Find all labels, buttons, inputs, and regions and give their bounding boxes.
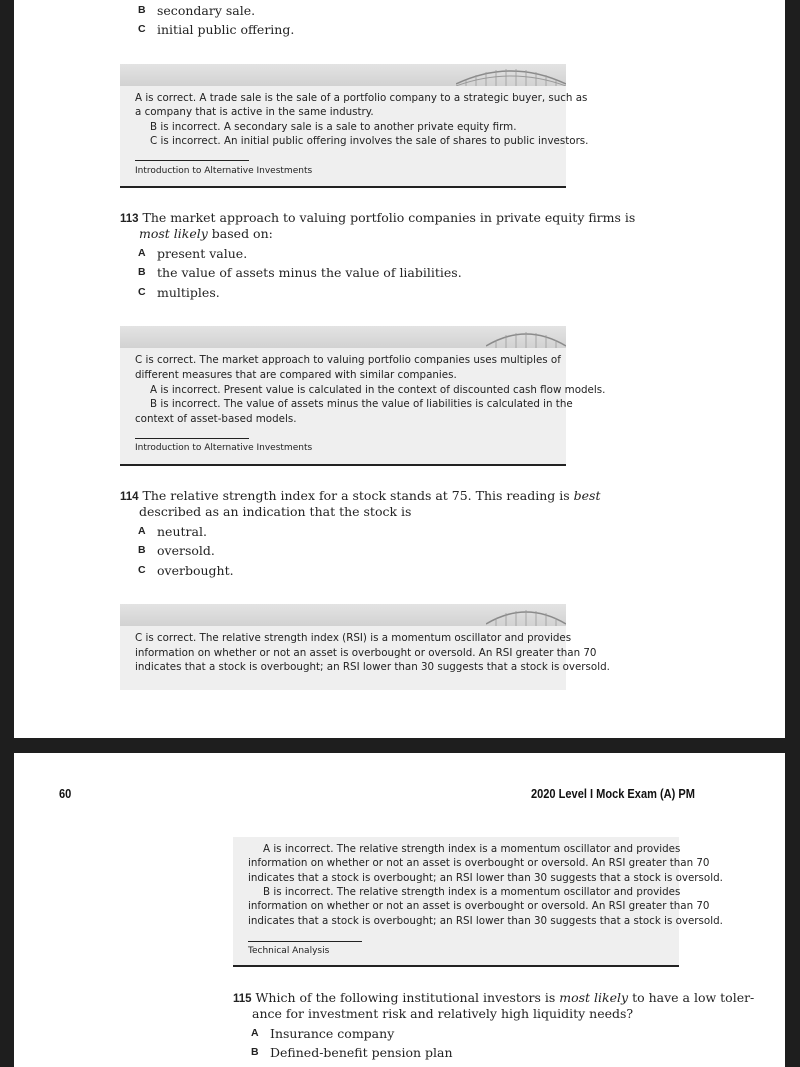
answer-box: [120, 64, 589, 186]
question-text: based on:: [207, 226, 273, 241]
divider: [120, 186, 566, 188]
answer-line: A is correct. A trade sale is the sale of a portfolio company to a strategic buyer, such as: [135, 92, 588, 104]
option-text: Insurance company: [270, 1026, 395, 1041]
option-text: initial public offering.: [157, 22, 295, 37]
question-text: to have a low toler-: [632, 990, 755, 1005]
bridge-icon: [486, 326, 566, 348]
answer-line: indicates that a stock is overbought; an RSI lower than 30 suggests that a stock is oversold.: [248, 915, 723, 927]
question-113: [120, 210, 636, 244]
answer-line: context of asset-based models.: [135, 413, 297, 425]
option-letter: B: [138, 266, 146, 278]
question-text: The relative strength index for a stock stands at 75. This reading is: [142, 488, 570, 503]
question-text: Which of the following institutional investors is: [255, 990, 556, 1005]
answer-line: B is incorrect. The relative strength index is a momentum oscillator and provides: [263, 886, 681, 898]
option-text: the value of assets minus the value of liabilities.: [157, 265, 462, 280]
bridge-icon: [456, 64, 566, 86]
question-number: 114: [120, 491, 139, 503]
exam-page-1: [14, 0, 785, 738]
topic-label: Introduction to Alternative Investments: [135, 443, 313, 453]
answer-line: C is correct. The relative strength index (RSI) is a momentum oscillator and provides: [135, 632, 572, 644]
option-letter: C: [138, 564, 146, 576]
option-text: multiples.: [157, 285, 220, 300]
answer-line: indicates that a stock is overbought; an RSI lower than 30 suggests that a stock is oversold.: [248, 872, 723, 884]
answer-line: C is correct. The market approach to valuing portfolio companies uses multiples of: [135, 354, 561, 366]
answer-line: B is incorrect. A secondary sale is a sale to another private equity firm.: [150, 121, 517, 133]
option-text: neutral.: [157, 524, 207, 539]
emphasis-text: most likely: [559, 990, 629, 1005]
answer-line: A is incorrect. Present value is calculated in the context of discounted cash flow models.: [150, 384, 606, 396]
answer-line: indicates that a stock is overbought; an RSI lower than 30 suggests that a stock is oversold.: [135, 661, 610, 673]
answer-line: B is incorrect. The value of assets minus the value of liabilities is calculated in the: [150, 398, 573, 410]
question-number: 115: [233, 993, 252, 1005]
answer-line: A is incorrect. The relative strength index is a momentum oscillator and provides: [263, 843, 681, 855]
divider: [248, 941, 362, 942]
question-115: [233, 990, 755, 1024]
exam-page-2: [14, 753, 785, 1067]
divider: [135, 438, 249, 439]
running-title: 2020 Level I Mock Exam (A) PM: [531, 786, 695, 801]
answer-line: a company that is active in the same industry.: [135, 106, 374, 118]
question-text: described as an indication that the stock is: [139, 504, 412, 519]
answer-line: different measures that are compared with similar companies.: [135, 369, 457, 381]
option-text: present value.: [157, 246, 248, 261]
question-text: The market approach to valuing portfolio companies in private equity firms is: [142, 210, 636, 225]
question-text: ance for investment risk and relatively high liquidity needs?: [252, 1006, 634, 1021]
option-letter: B: [251, 1046, 259, 1058]
emphasis-text: best: [573, 488, 601, 503]
option-text: secondary sale.: [157, 3, 256, 18]
answer-line: information on whether or not an asset is overbought or oversold. An RSI greater than 70: [248, 900, 710, 912]
option-text: oversold.: [157, 543, 215, 558]
emphasis-text: most likely: [139, 226, 208, 241]
topic-label: Introduction to Alternative Investments: [135, 166, 313, 176]
question-number: 113: [120, 213, 139, 225]
answer-line: C is incorrect. An initial public offering involves the sale of shares to public investors.: [150, 135, 589, 147]
option-letter: C: [138, 23, 146, 35]
question-114: [120, 488, 601, 522]
option-letter: B: [138, 544, 146, 556]
answer-box: [233, 837, 723, 965]
divider: [135, 160, 249, 161]
answer-line: information on whether or not an asset is overbought or oversold. An RSI greater than 70: [135, 647, 597, 659]
page-number: 60: [59, 786, 72, 801]
topic-label: Technical Analysis: [248, 946, 330, 956]
answer-line: information on whether or not an asset is overbought or oversold. An RSI greater than 70: [248, 857, 710, 869]
divider: [233, 965, 679, 967]
option-letter: B: [138, 4, 146, 16]
divider: [120, 464, 566, 466]
option-text: Defined-benefit pension plan: [270, 1045, 453, 1060]
option-text: overbought.: [157, 563, 234, 578]
option-letter: A: [138, 247, 146, 259]
option-letter: A: [251, 1027, 259, 1039]
answer-box: [120, 604, 610, 690]
option-letter: A: [138, 525, 146, 537]
answer-box: [120, 326, 606, 464]
option-letter: C: [138, 286, 146, 298]
bridge-icon: [486, 604, 566, 626]
